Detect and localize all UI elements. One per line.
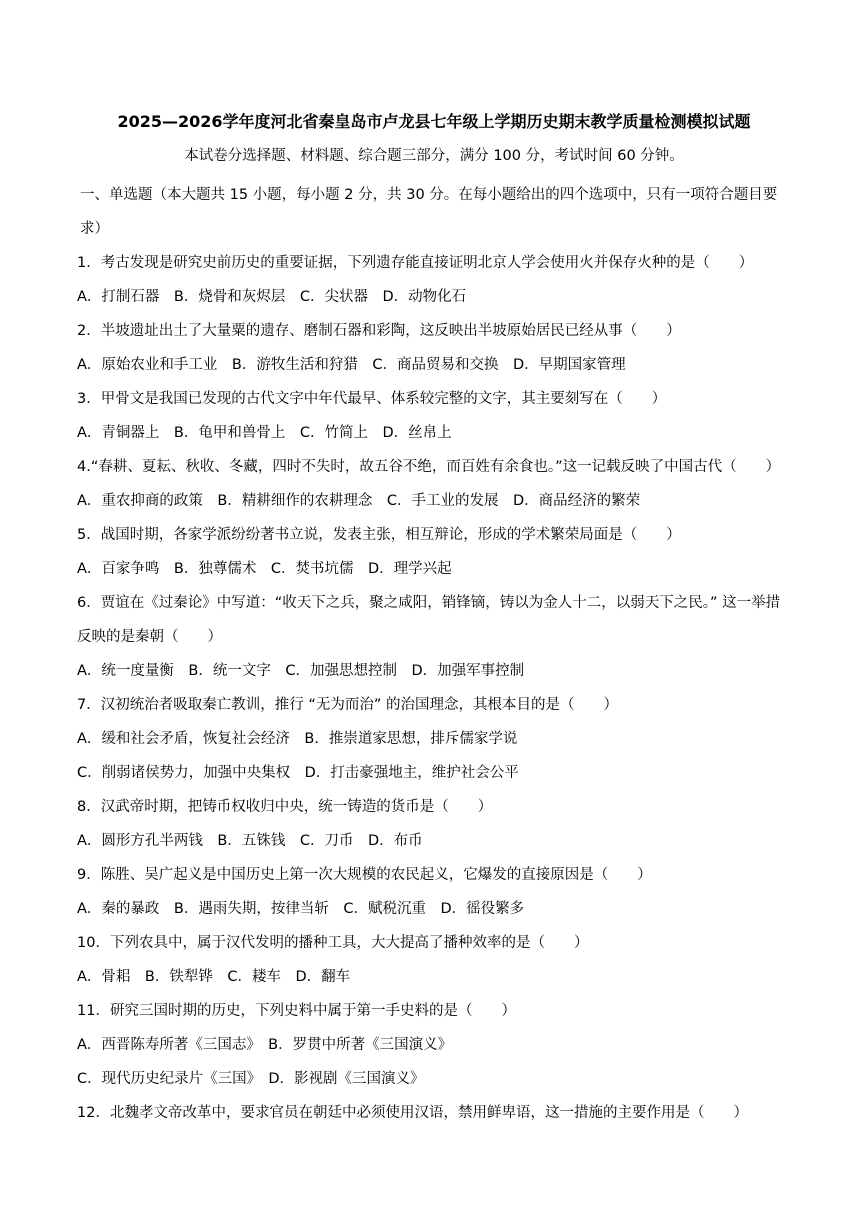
question-options: A．秦的暴政 B．遇雨失期，按律当斩 C．赋税沉重 D．徭役繁多 — [77, 901, 525, 917]
question-4 — [77, 450, 793, 518]
question-stem: 2．半坡遗址出土了大量粟的遗存、磨制石器和彩陶，这反映出半坡原始居民已经从事（ ） — [77, 323, 681, 339]
question-options: C．削弱诸侯势力，加强中央集权 D．打击豪强地主，维护社会公平 — [77, 765, 519, 781]
question-options: A．西晋陈寿所著《三国志》 B．罗贯中所著《三国演义》 — [77, 1037, 453, 1053]
question-3 — [77, 382, 793, 450]
question-9 — [77, 858, 793, 926]
exam-title: 2025—2026学年度河北省秦皇岛市卢龙县七年级上学期历史期末教学质量检测模拟试题 — [117, 112, 751, 131]
question-stem: 9．陈胜、吴广起义是中国历史上第一次大规模的农民起义，它爆发的直接原因是（ ） — [77, 867, 652, 883]
question-list — [77, 178, 793, 1130]
question-stem: 10．下列农具中，属于汉代发明的播种工具，大大提高了播种效率的是（ ） — [77, 935, 589, 951]
question-stem: 8．汉武帝时期，把铸币权收归中央，统一铸造的货币是（ ） — [77, 799, 493, 815]
question-options: A．百家争鸣 B．独尊儒术 C．焚书坑儒 D．理学兴起 — [77, 561, 452, 577]
question-12 — [77, 1096, 793, 1130]
question-stem: 7．汉初统治者吸取秦亡教训，推行 “无为而治” 的治国理念，其根本目的是（ ） — [77, 697, 618, 713]
section-heading: 一、单选题（本大题共 15 小题，每小题 2 分，共 30 分。在每小题给出的四个选项中，只有一项符合题目要求） — [80, 187, 778, 237]
question-5 — [77, 518, 793, 586]
exam-instructions: 本试卷分选择题、材料题、综合题三部分，满分 100 分，考试时间 60 分钟。 — [184, 148, 684, 164]
question-6 — [77, 586, 793, 688]
question-options: A．打制石器 B．烧骨和灰烬层 C．尖状器 D．动物化石 — [77, 289, 467, 305]
question-1 — [77, 246, 793, 314]
question-stem: 11．研究三国时期的历史，下列史料中属于第一手史料的是（ ） — [77, 1003, 516, 1019]
question-options: A．统一度量衡 B．统一文字 C．加强思想控制 D．加强军事控制 — [77, 663, 525, 679]
question-stem: 6．贾谊在《过秦论》中写道：“收天下之兵，聚之咸阳，销锋镝，铸以为金人十二，以弱天下之民。” 这一举措反映的是秦朝（ ） — [77, 595, 781, 645]
question-stem: 12．北魏孝文帝改革中，要求官员在朝廷中必须使用汉语，禁用鲜卑语，这一措施的主要作用是（ ） — [77, 1105, 748, 1121]
question-stem: 1．考古发现是研究史前历史的重要证据，下列遗存能直接证明北京人学会使用火并保存火种的是（ ） — [77, 255, 754, 271]
question-8 — [77, 790, 793, 858]
question-stem: 4.“春耕、夏耘、秋收、冬藏，四时不失时，故五谷不绝，而百姓有余食也。”这一记载反映了中国古代（ ） — [77, 459, 781, 475]
question-options: C．现代历史纪录片《三国》 D．影视剧《三国演义》 — [77, 1071, 425, 1087]
question-10 — [77, 926, 793, 994]
question-options: A．缓和社会矛盾，恢复社会经济 B．推崇道家思想，排斥儒家学说 — [77, 731, 518, 747]
question-options: A．圆形方孔半两钱 B．五铢钱 C．刀币 D．布币 — [77, 833, 423, 849]
question-options: A．重农抑商的政策 B．精耕细作的农耕理念 C．手工业的发展 D．商品经济的繁荣 — [77, 493, 641, 509]
question-options: A．原始农业和手工业 B．游牧生活和狩猎 C．商品贸易和交换 D．早期国家管理 — [77, 357, 626, 373]
question-options: A．青铜器上 B．龟甲和兽骨上 C．竹简上 D．丝帛上 — [77, 425, 452, 441]
question-11 — [77, 994, 793, 1096]
question-7 — [77, 688, 793, 790]
question-stem: 5．战国时期，各家学派纷纷著书立说，发表主张，相互辩论，形成的学术繁荣局面是（ ） — [77, 527, 681, 543]
question-2 — [77, 314, 793, 382]
question-stem: 3．甲骨文是我国已发现的古代文字中年代最早、体系较完整的文字，其主要刻写在（ ） — [77, 391, 667, 407]
question-options: A．骨耜 B．铁犁铧 C．耧车 D．翻车 — [77, 969, 351, 985]
